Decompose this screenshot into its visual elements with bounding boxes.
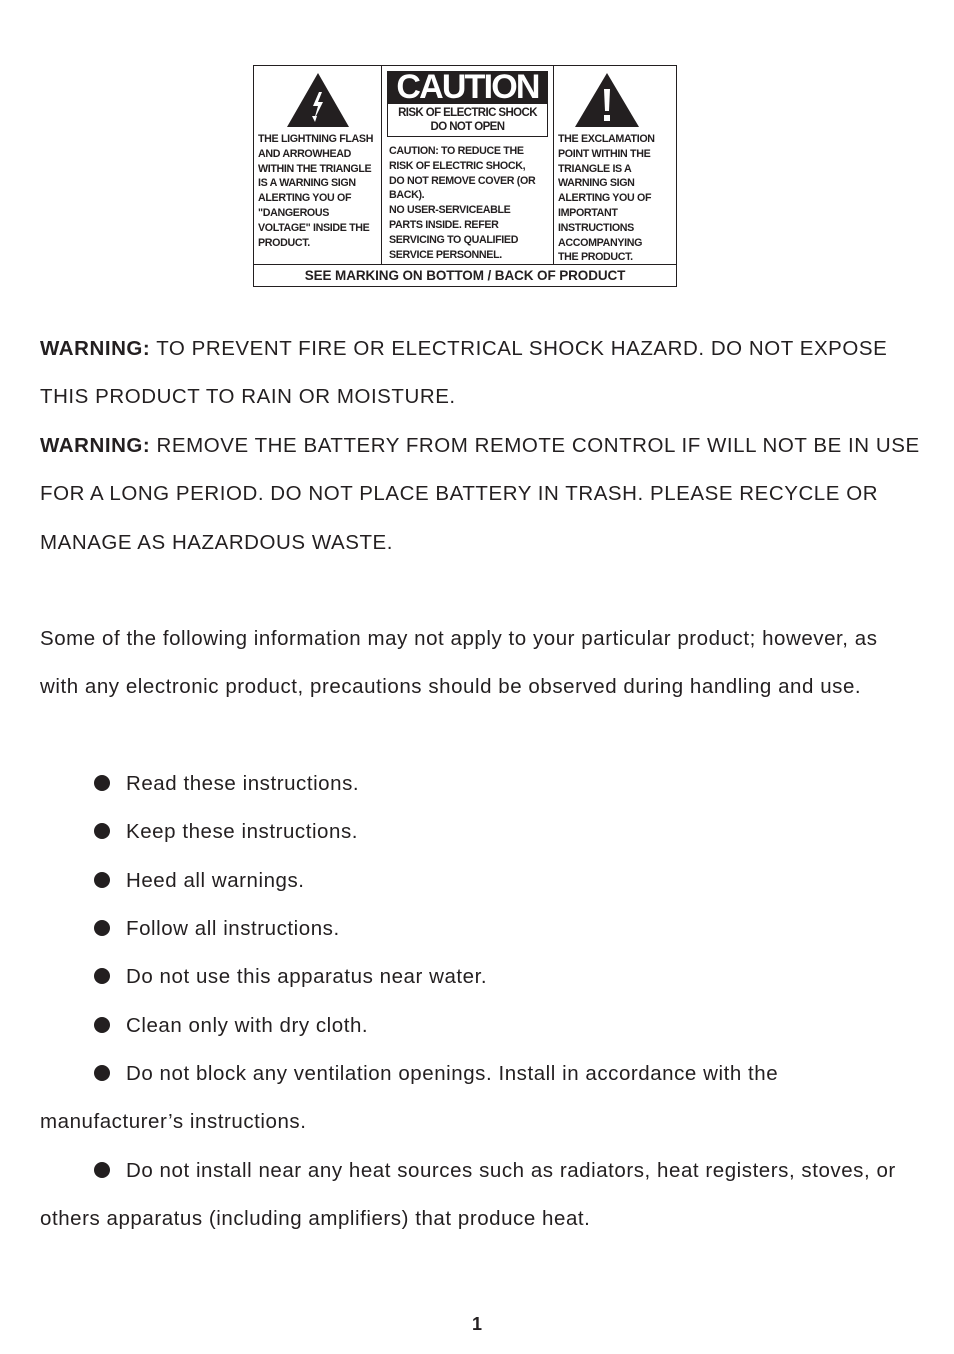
list-item: Read these instructions. (40, 760, 920, 808)
caution-label (253, 65, 677, 287)
list-item: Keep these instructions. (40, 808, 920, 856)
caution-left-panel (254, 66, 382, 264)
bullet-icon (94, 823, 110, 839)
warning-text: REMOVE THE BATTERY FROM REMOTE CONTROL IF WILL NOT BE IN USE FOR A LONG PERIOD. DO NOT PLACE BATTERY IN TRASH. PLEASE RECYCLE OR MANAGE AS HAZARDOUS WASTE. (40, 434, 920, 554)
lightning-explanation: THE LIGHTNING FLASH AND ARROWHEAD WITHIN THE TRIANGLE IS A WARNING SIGN ALERTING YOU OF "DANGEROUS VOLTAGE" INSIDE THE PRODUCT. (258, 133, 374, 249)
warning-battery (40, 422, 920, 567)
bullet-icon (94, 920, 110, 936)
bullet-icon (94, 775, 110, 791)
warning-label: WARNING: (40, 337, 151, 360)
caution-middle-panel (382, 66, 554, 264)
caution-instructions: CAUTION: TO REDUCE THE RISK OF ELECTRIC SHOCK, DO NOT REMOVE COVER (OR BACK). NO USER-SERVICEABLE PARTS INSIDE. REFER SERVICING TO QUALIFIED SERVICE PERSONNEL. (389, 145, 536, 261)
bullet-icon (94, 1162, 110, 1178)
list-item: Heed all warnings. (40, 857, 920, 905)
page-number: 1 (471, 1314, 482, 1334)
warning-fire (40, 325, 920, 422)
bullet-icon (94, 872, 110, 888)
caution-banner: CAUTION (387, 71, 548, 103)
warning-text: TO PREVENT FIRE OR ELECTRICAL SHOCK HAZARD. DO NOT EXPOSE THIS PRODUCT TO RAIN OR MOISTURE. (40, 337, 888, 409)
exclamation-explanation: THE EXCLAMATION POINT WITHIN THE TRIANGLE IS A WARNING SIGN ALERTING YOU OF IMPORTANT INSTRUCTIONS ACCOMPANYING THE PRODUCT. (558, 133, 655, 264)
risk-of-shock-box (387, 103, 548, 137)
warning-label: WARNING: (40, 434, 151, 457)
caution-bottom-note: SEE MARKING ON BOTTOM / BACK OF PRODUCT (254, 264, 676, 287)
bullet-icon (94, 1017, 110, 1033)
bullet-icon (94, 1065, 110, 1081)
lightning-triangle-icon (286, 72, 350, 128)
list-item: Do not block any ventilation openings. Install in accordance with the manufacturer’s instructions. (40, 1062, 779, 1134)
exclamation-triangle-icon (559, 72, 669, 128)
risk-line-2: DO NOT OPEN (430, 121, 505, 133)
list-item: Do not install near any heat sources such as radiators, heat registers, stoves, or others apparatus (including amplifiers) that produce heat. (40, 1159, 896, 1231)
bullet-icon (94, 968, 110, 984)
risk-line-1: RISK OF ELECTRIC SHOCK (398, 107, 537, 119)
caution-right-panel (554, 66, 676, 264)
intro-paragraph: Some of the following information may not apply to your particular product; however, as with any electronic product, precautions should be observed during handling and use. (40, 627, 878, 699)
list-item: Clean only with dry cloth. (40, 1002, 920, 1050)
list-item: Follow all instructions. (40, 905, 920, 953)
list-item: Do not use this apparatus near water. (40, 953, 920, 1001)
